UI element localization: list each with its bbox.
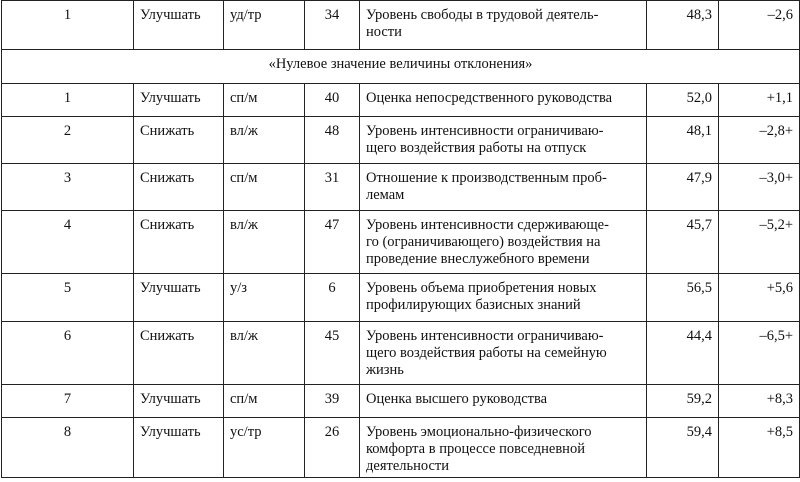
- value-cell: 52,0: [647, 84, 719, 117]
- row-number: 1: [2, 1, 134, 50]
- action-cell: Снижать: [134, 117, 224, 164]
- table-row: [2, 1, 800, 50]
- table-row: [2, 385, 800, 418]
- deviation-cell: –6,5+: [719, 322, 800, 385]
- description-cell: Уровень объема приобретения новых профилирующих базисных знаний: [360, 274, 647, 322]
- deviation-cell: +1,1: [719, 84, 800, 117]
- table-row: [2, 418, 800, 478]
- table-row: [2, 211, 800, 274]
- action-cell: Улучшать: [134, 418, 224, 478]
- deviation-cell: –5,2+: [719, 211, 800, 274]
- value-cell: 44,4: [647, 322, 719, 385]
- value-cell: 48,3: [647, 1, 719, 50]
- code-cell: сп/м: [224, 385, 305, 418]
- code-cell: у/з: [224, 274, 305, 322]
- action-cell: Улучшать: [134, 385, 224, 418]
- rank-cell: 39: [305, 385, 360, 418]
- value-cell: 59,4: [647, 418, 719, 478]
- code-cell: вл/ж: [224, 322, 305, 385]
- description-cell: Уровень свободы в трудовой деятель- ности: [360, 1, 647, 50]
- rank-cell: 48: [305, 117, 360, 164]
- value-cell: 56,5: [647, 274, 719, 322]
- row-number: 7: [2, 385, 134, 418]
- code-cell: вл/ж: [224, 211, 305, 274]
- table-row: [2, 274, 800, 322]
- value-cell: 59,2: [647, 385, 719, 418]
- section-header-row: [2, 50, 800, 84]
- rank-cell: 34: [305, 1, 360, 50]
- deviation-cell: +8,3: [719, 385, 800, 418]
- deviation-cell: +8,5: [719, 418, 800, 478]
- deviation-cell: –2,8+: [719, 117, 800, 164]
- action-cell: Улучшать: [134, 274, 224, 322]
- deviation-cell: –2,6: [719, 1, 800, 50]
- code-cell: вл/ж: [224, 117, 305, 164]
- rank-cell: 40: [305, 84, 360, 117]
- table-row: [2, 117, 800, 164]
- rank-cell: 6: [305, 274, 360, 322]
- description-cell: Уровень интенсивности ограничиваю- щего воздействия работы на семейную жизнь: [360, 322, 647, 385]
- action-cell: Улучшать: [134, 84, 224, 117]
- table-row: [2, 164, 800, 211]
- value-cell: 48,1: [647, 117, 719, 164]
- row-number: 6: [2, 322, 134, 385]
- description-cell: Оценка непосредственного руководства: [360, 84, 647, 117]
- row-number: 4: [2, 211, 134, 274]
- description-cell: Уровень интенсивности ограничиваю- щего воздействия работы на отпуск: [360, 117, 647, 164]
- data-table: [1, 0, 800, 478]
- rank-cell: 26: [305, 418, 360, 478]
- row-number: 1: [2, 84, 134, 117]
- description-cell: Уровень интенсивности сдерживающе- го (ограничивающего) воздействия на проведение внеслужебного времени: [360, 211, 647, 274]
- description-cell: Оценка высшего руководства: [360, 385, 647, 418]
- value-cell: 47,9: [647, 164, 719, 211]
- action-cell: Снижать: [134, 322, 224, 385]
- row-number: 2: [2, 117, 134, 164]
- code-cell: ус/тр: [224, 418, 305, 478]
- value-cell: 45,7: [647, 211, 719, 274]
- action-cell: Снижать: [134, 211, 224, 274]
- code-cell: уд/тр: [224, 1, 305, 50]
- table-row: [2, 84, 800, 117]
- row-number: 5: [2, 274, 134, 322]
- action-cell: Снижать: [134, 164, 224, 211]
- code-cell: сп/м: [224, 84, 305, 117]
- action-cell: Улучшать: [134, 1, 224, 50]
- row-number: 3: [2, 164, 134, 211]
- table-row: [2, 322, 800, 385]
- description-cell: Уровень эмоционально-физического комфорта в процессе повседневной деятельности: [360, 418, 647, 478]
- row-number: 8: [2, 418, 134, 478]
- deviation-cell: –3,0+: [719, 164, 800, 211]
- deviation-cell: +5,6: [719, 274, 800, 322]
- description-cell: Отношение к производственным проб- лемам: [360, 164, 647, 211]
- rank-cell: 31: [305, 164, 360, 211]
- section-title: «Нулевое значение величины отклонения»: [2, 50, 800, 84]
- rank-cell: 45: [305, 322, 360, 385]
- rank-cell: 47: [305, 211, 360, 274]
- code-cell: сп/м: [224, 164, 305, 211]
